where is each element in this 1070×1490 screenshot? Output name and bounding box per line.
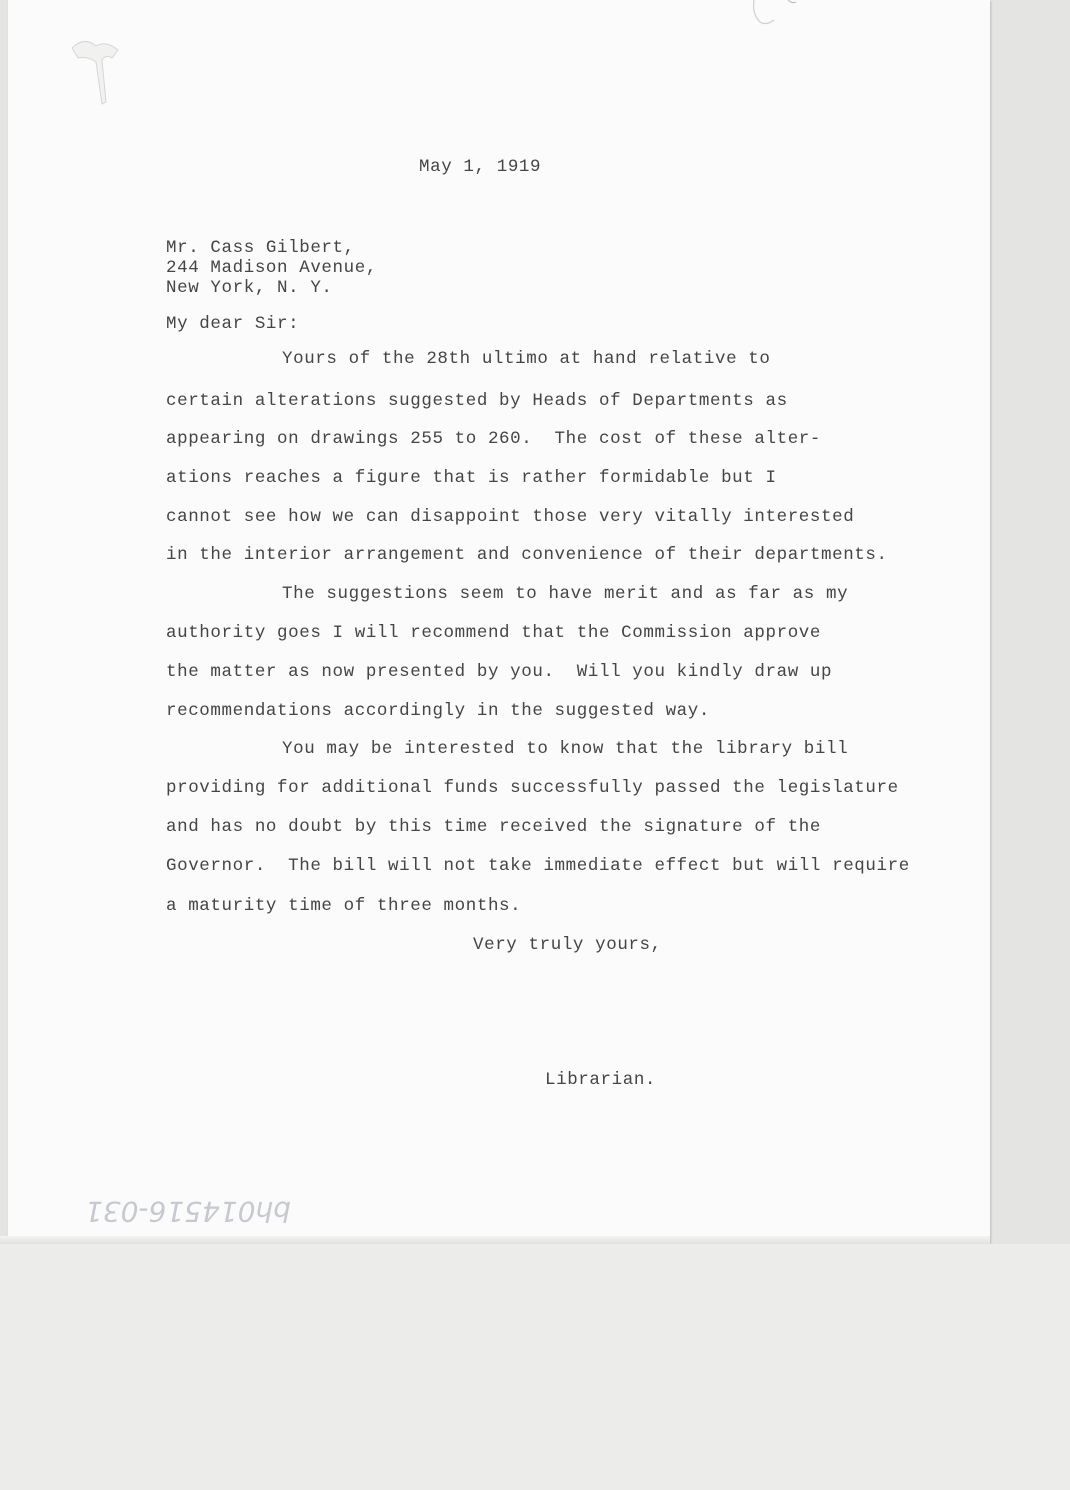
body-line: in the interior arrangement and convenience of their departments. [166, 545, 888, 565]
torn-corner-mark [66, 30, 136, 110]
body-line: appearing on drawings 255 to 260. The cost of these alter- [166, 429, 822, 449]
body-line: recommendations accordingly in the suggested way. [166, 701, 710, 721]
body-line: Yours of the 28th ultimo at hand relative to [282, 349, 771, 369]
body-line: providing for additional funds successfully passed the legislature [166, 778, 899, 798]
sheet-edge [0, 1236, 990, 1244]
body-line: Governor. The bill will not take immediate effect but will require [166, 856, 910, 876]
body-line: and has no doubt by this time received the signature of the [166, 817, 822, 837]
address-line: Mr. Cass Gilbert, [166, 238, 355, 258]
closing: Very truly yours, [473, 935, 662, 955]
archive-stamp [58, 1190, 318, 1232]
address-line: New York, N. Y. [166, 278, 333, 298]
body-line: a maturity time of three months. [166, 896, 522, 916]
body-line: certain alterations suggested by Heads of Departments as [166, 391, 788, 411]
signature-title: Librarian. [545, 1070, 657, 1090]
body-line: ations reaches a figure that is rather formidable but I [166, 468, 777, 488]
body-line: authority goes I will recommend that the Commission approve [166, 623, 822, 643]
body-line: the matter as now presented by you. Will you kindly draw up [166, 662, 833, 682]
salutation: My dear Sir: [166, 314, 300, 334]
paper-crease-mark [748, 0, 808, 30]
letter-sheet [8, 0, 990, 1243]
letter-date: May 1, 1919 [419, 157, 542, 177]
address-line: 244 Madison Avenue, [166, 258, 377, 278]
archive-stamp-text: bh014516-031 [85, 1195, 291, 1228]
body-line: The suggestions seem to have merit and as far as my [282, 584, 849, 604]
body-line: You may be interested to know that the library bill [282, 739, 849, 759]
background-page [0, 1244, 1070, 1490]
body-line: cannot see how we can disappoint those very vitally interested [166, 507, 855, 527]
